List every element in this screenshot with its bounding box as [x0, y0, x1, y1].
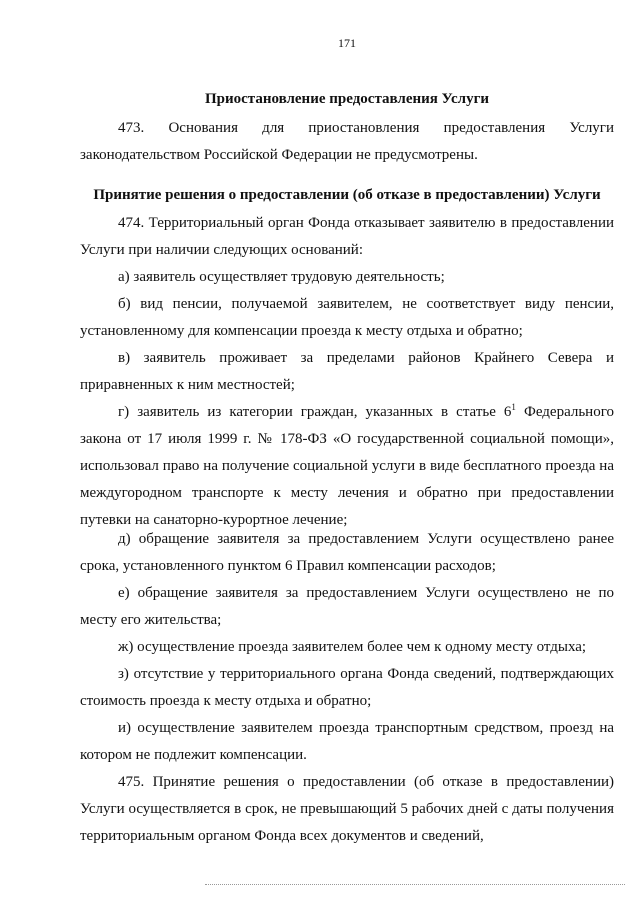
section-heading-suspension: Приостановление предоставления Услуги: [204, 91, 490, 107]
list-item-zh: ж) осуществление проезда заявителем более чем к одному месту отдыха;: [118, 639, 587, 655]
page-number: 171: [338, 36, 356, 50]
list-item-z: з) отсутствие у территориального органа Фонда сведений, подтверждающих стоимость проезда к месту отдыха и обратно;: [80, 666, 614, 709]
section-heading-decision: Принятие решения о предоставлении (об отказе в предоставлении) Услуги: [93, 187, 601, 203]
paragraph-473: 473. Основания для приостановления предоставления Услуги законодательством Российской Федерации не предусмотрены.: [80, 120, 614, 163]
list-item-v: в) заявитель проживает за пределами районов Крайнего Севера и приравненных к ним местностей;: [80, 350, 614, 393]
paragraph-475: 475. Принятие решения о предоставлении (об отказе в предоставлении) Услуги осуществляется в срок, не превышающий 5 рабочих дней с даты получения территориальным органом Фонда всех документов и сведений,: [80, 774, 614, 844]
list-item-g: [80, 399, 614, 534]
list-item-d: д) обращение заявителя за предоставлением Услуги осуществлено ранее срока, установленного пунктом 6 Правил компенсации расходов;: [80, 531, 614, 574]
list-item-a: а) заявитель осуществляет трудовую деятельность;: [118, 269, 445, 285]
list-item-i: и) осуществление заявителем проезда транспортным средством, проезд на котором не подлежит компенсации.: [80, 720, 614, 763]
footnote-superscript: 1: [511, 402, 516, 412]
list-item-g-text-start: г) заявитель из категории граждан, указанных в статье 6: [118, 404, 512, 420]
list-item-e: е) обращение заявителя за предоставлением Услуги осуществлено не по месту его жительства;: [80, 585, 614, 628]
paragraph-474: 474. Территориальный орган Фонда отказывает заявителю в предоставлении Услуги при наличии следующих оснований:: [80, 215, 614, 258]
list-item-b: б) вид пенсии, получаемой заявителем, не соответствует виду пенсии, установленному для компенсации проезда к месту отдыха и обратно;: [80, 296, 614, 339]
scan-edge-divider: [205, 884, 625, 885]
list-item-g-text-end: Федерального закона от 17 июля 1999 г. № 178-ФЗ «О государственной социальной помощи», использовал право на получение социальной услуги в виде бесплатного проезда на междугородном транспорте к месту лечения и обратно при предоставлении путевки на санаторно-курортное лечение;: [80, 404, 614, 528]
